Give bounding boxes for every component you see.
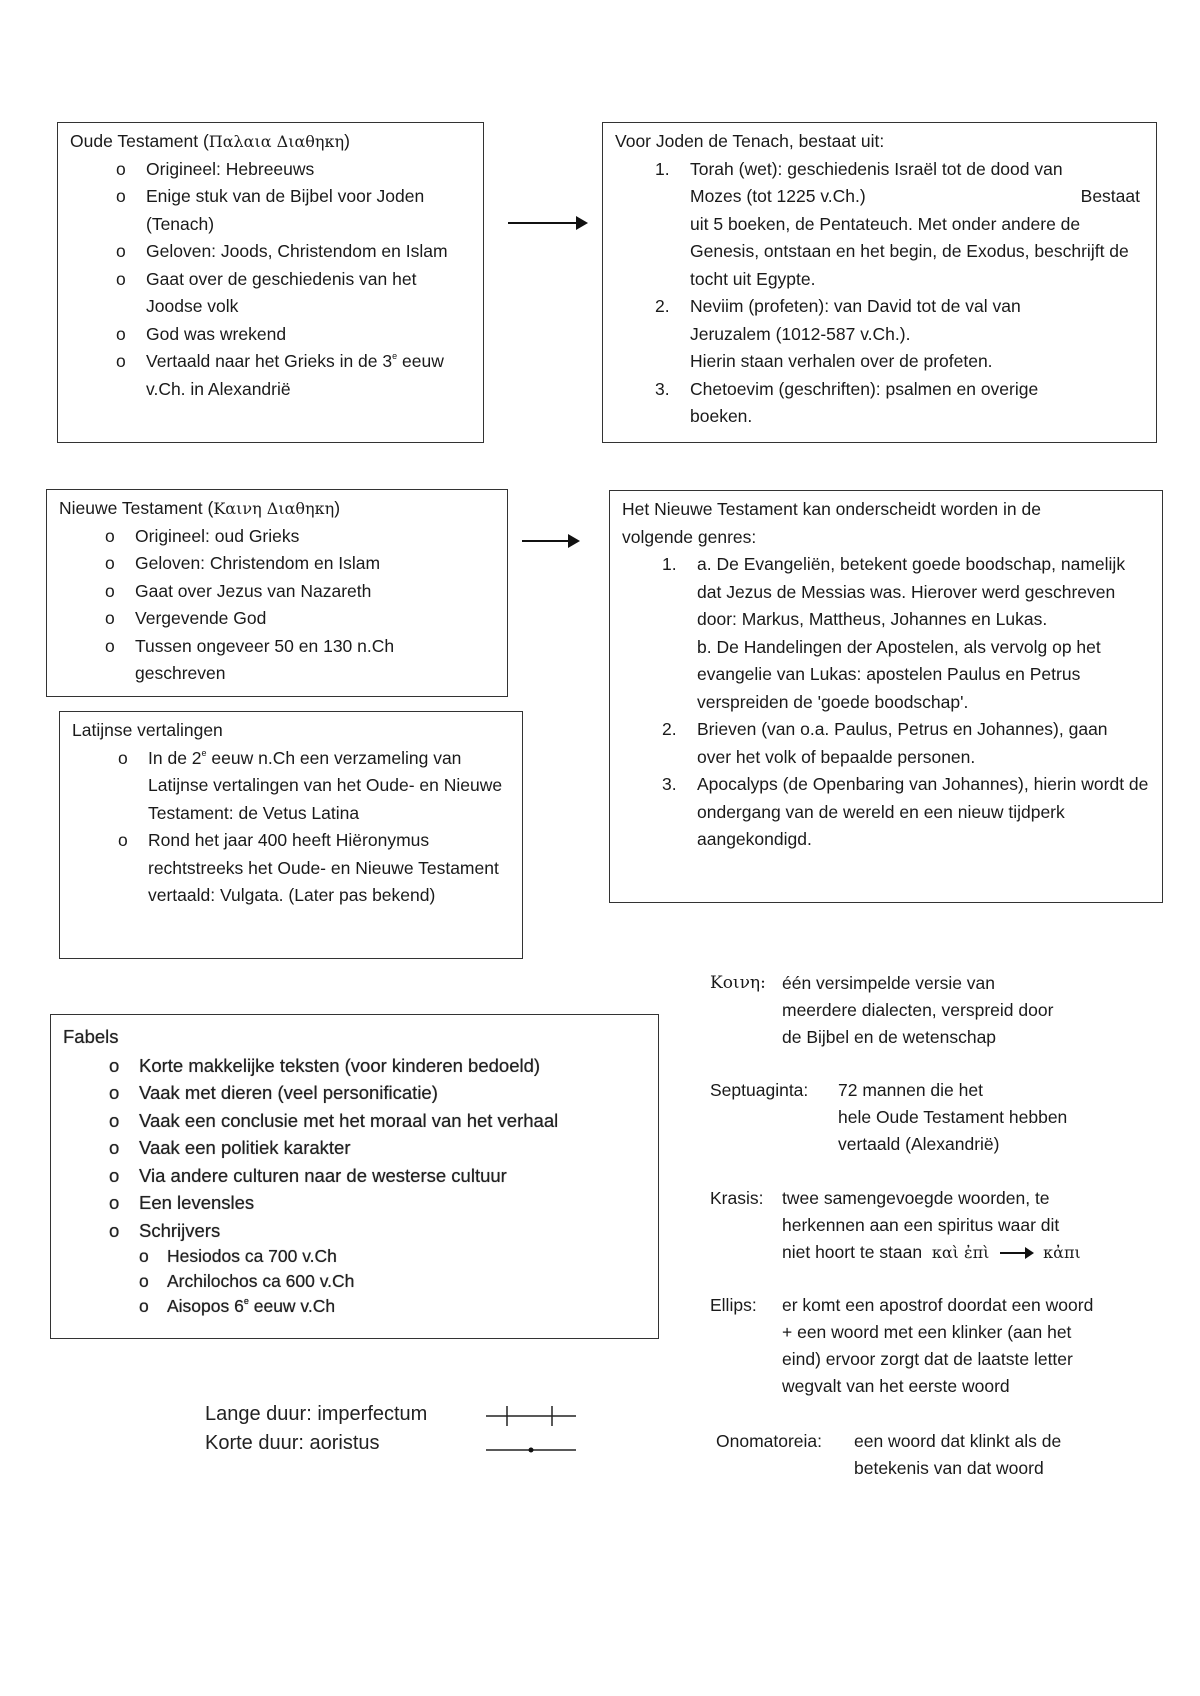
tenach-title: Voor Joden de Tenach, bestaat uit: — [615, 131, 885, 151]
item-text: Korte makkelijke teksten (voor kinderen bedoeld) — [139, 1054, 541, 1076]
number: 3. — [655, 378, 670, 399]
item-text: Vaak een politiek karakter — [139, 1137, 351, 1158]
bullet: o — [105, 635, 115, 656]
line: de Bijbel en de wetenschap — [782, 1027, 997, 1047]
list-item — [70, 348, 471, 403]
bullet: o — [118, 747, 128, 768]
line: twee samengevoegde woorden, te — [782, 1188, 1050, 1208]
genres-title: Het Nieuwe Testament kan onderscheidt worden in de volgende genres: — [622, 499, 1041, 547]
item-text: Origineel: Hebreeuws — [146, 158, 315, 179]
list-item — [622, 771, 1150, 854]
genres-box — [609, 490, 1163, 903]
superscript: e — [201, 747, 207, 758]
arrow-right-icon — [522, 540, 578, 542]
genres-list — [622, 551, 1150, 854]
item-text: Rond het jaar 400 heeft Hiëronymus rechtstreeks het Oude- en Nieuwe Testament vertaald: Vulgata. (Later pas bekend) — [148, 830, 499, 905]
list-item — [59, 605, 495, 633]
bullet: o — [109, 1109, 120, 1131]
item-text: Bestaat — [1080, 186, 1140, 206]
definition-text — [782, 1185, 1081, 1266]
old-testament-title — [70, 128, 471, 156]
line: er komt een apostrof doordat een woord — [782, 1295, 1094, 1315]
bullet: o — [116, 186, 126, 206]
item-text: Mozes (tot 1225 v.Ch.) — [690, 186, 866, 206]
bullet: o — [109, 1137, 120, 1158]
item-text: Tussen ongeveer 50 en 130 n.Ch geschreven — [135, 635, 395, 683]
bullet: o — [139, 1271, 149, 1291]
item-text: Enige stuk van de Bijbel voor Joden (Tenach) — [146, 186, 425, 234]
definition-text — [782, 1292, 1093, 1400]
number: 1. — [655, 158, 670, 179]
list-item — [72, 827, 510, 910]
greek-example: κἀπι — [1043, 1243, 1081, 1262]
title-close: ) — [334, 498, 341, 518]
list-item — [63, 1294, 646, 1319]
list-item — [70, 156, 471, 184]
item-text: a. De Evangeliën, betekent goede boodschap, namelijk dat Jezus de Messias was. Hierover werd geschreven door: Markus, Mattheus, Johannes en Lukas. — [697, 554, 1126, 629]
number: 3. — [662, 774, 677, 794]
title-text: Nieuwe Testament ( — [59, 498, 214, 518]
latin-list — [72, 745, 510, 910]
list-item — [70, 266, 471, 321]
bullet: o — [105, 553, 115, 573]
arrow-right-icon — [508, 222, 586, 224]
superscript: e — [243, 1296, 249, 1306]
definition-term: Krasis: — [710, 1188, 764, 1208]
definition-term: Ellips: — [710, 1295, 757, 1315]
item-text: Geloven: Joods, Christendom en Islam — [146, 241, 448, 261]
bullet: o — [116, 323, 126, 344]
item-text: Apocalyps (de Openbaring van Johannes), hierin wordt de ondergang van de wereld en een nieuw tijdperk aangekondigd. — [697, 774, 1149, 849]
item-text: Neviim (profeten): van David tot de val van Jeruzalem (1012-587 v.Ch.). — [690, 296, 1021, 344]
bullet: o — [116, 351, 126, 371]
line: een woord dat klinkt als de — [854, 1431, 1062, 1451]
list-item — [70, 238, 471, 266]
bullet: o — [139, 1246, 149, 1266]
list-item — [622, 716, 1150, 771]
list-item — [72, 745, 510, 828]
fables-box — [50, 1014, 659, 1339]
writers-list — [63, 1244, 646, 1319]
number: 2. — [655, 296, 670, 316]
item-text: God was wrekend — [146, 323, 287, 344]
list-item — [63, 1134, 646, 1162]
item-text: Gaat over Jezus van Nazareth — [135, 580, 372, 601]
number: 2. — [662, 719, 677, 739]
superscript: e — [392, 351, 398, 361]
line: + een woord met een klinker (aan het — [782, 1322, 1072, 1342]
list-item — [59, 550, 495, 578]
line: hele Oude Testament hebben — [838, 1107, 1068, 1127]
item-text: Origineel: oud Grieks — [135, 525, 300, 546]
line: betekenis van dat woord — [854, 1458, 1044, 1478]
item-text: Hierin staan verhalen over de profeten. — [690, 351, 993, 371]
latin-translations-box — [59, 711, 523, 959]
item-text: Hesiodos ca 700 v.Ch — [167, 1246, 337, 1266]
bullet: o — [118, 830, 128, 850]
bullet: o — [109, 1054, 120, 1076]
bullet: o — [105, 580, 115, 601]
list-item — [622, 551, 1150, 716]
aspect-legend — [205, 1400, 427, 1458]
item-text: In de 2 — [148, 747, 202, 768]
line: één versimpelde versie van — [782, 973, 996, 993]
fables-title: Fabels — [63, 1026, 119, 1047]
list-item — [63, 1162, 646, 1190]
list-item — [70, 321, 471, 349]
latin-title: Latijnse vertalingen — [72, 720, 223, 740]
item-text: eeuw v.Ch — [248, 1296, 336, 1316]
list-item — [70, 183, 471, 238]
list-item — [615, 293, 1144, 376]
old-testament-box — [57, 122, 484, 443]
item-text: Schrijvers — [139, 1219, 221, 1241]
arrow-right-icon — [1000, 1252, 1030, 1254]
tenach-box — [602, 122, 1157, 443]
item-text: Aisopos 6 — [167, 1296, 244, 1316]
definition-text — [782, 970, 1053, 1051]
list-item — [63, 1217, 646, 1245]
item-text: Vergevende God — [135, 608, 267, 628]
item-text: Een levensles — [139, 1192, 255, 1213]
item-text: Vertaald naar het Grieks in de 3 — [146, 351, 393, 371]
line: 72 mannen die het — [838, 1080, 983, 1100]
item-text: Via andere culturen naar de westerse cultuur — [139, 1164, 507, 1186]
bullet: o — [109, 1082, 120, 1103]
item-text: eeuw v.Ch. in Alexandrië — [146, 351, 444, 399]
bullet: o — [109, 1219, 120, 1241]
definition-text — [854, 1428, 1061, 1482]
definition-text — [838, 1077, 1067, 1158]
definition-term: Septuaginta: — [710, 1080, 809, 1100]
title-text: Oude Testament ( — [70, 131, 209, 151]
bullet: o — [105, 525, 115, 546]
list-item — [615, 156, 1144, 294]
new-testament-box — [46, 489, 508, 697]
line: vertaald (Alexandrië) — [838, 1134, 1000, 1154]
item-text: Archilochos ca 600 v.Ch — [167, 1271, 355, 1291]
list-item — [63, 1079, 646, 1107]
line-text: niet hoort te staan — [782, 1242, 923, 1262]
old-testament-list — [70, 156, 471, 404]
list-item — [59, 578, 495, 606]
greek-title: Καινη Διαθηκη — [213, 499, 335, 518]
greek-example: καὶ ἐπὶ — [931, 1243, 990, 1262]
item-text: Torah (wet): geschiedenis Israël tot de dood van — [690, 158, 1063, 179]
list-item — [63, 1269, 646, 1294]
imperfectum-timeline-icon — [484, 1402, 580, 1462]
item-text: eeuw n.Ch een verzameling van Latijnse vertalingen van het Oude- en Nieuwe Testament: de Vetus Latina — [148, 747, 503, 823]
list-item — [615, 376, 1144, 431]
line: wegvalt van het eerste woord — [782, 1376, 1010, 1396]
line: herkennen aan een spiritus waar dit — [782, 1215, 1060, 1235]
item-text: Vaak een conclusie met het moraal van het verhaal — [139, 1109, 559, 1131]
bullet: o — [109, 1164, 120, 1186]
fables-list — [63, 1052, 646, 1245]
line: eind) ervoor zorgt dat de laatste letter — [782, 1349, 1073, 1369]
line: meerdere dialecten, verspreid door — [782, 1000, 1054, 1020]
list-item — [63, 1107, 646, 1135]
new-testament-list — [59, 523, 495, 688]
item-text: Gaat over de geschiedenis van het Joodse volk — [146, 268, 417, 316]
item-text: Chetoevim (geschriften): psalmen en overige boeken. — [690, 378, 1039, 426]
bullet: o — [139, 1296, 149, 1316]
title-close: ) — [344, 131, 350, 151]
tenach-list — [615, 156, 1144, 431]
list-item — [59, 523, 495, 551]
list-item — [63, 1052, 646, 1080]
list-item — [63, 1244, 646, 1269]
definition-term: Κοινη: — [710, 973, 766, 993]
item-text: Vaak met dieren (veel personificatie) — [139, 1082, 438, 1103]
item-text: Geloven: Christendom en Islam — [135, 553, 381, 573]
short-duration-label: Korte duur: aoristus — [205, 1432, 380, 1454]
list-item — [63, 1189, 646, 1217]
long-duration-label: Lange duur: imperfectum — [205, 1403, 428, 1425]
greek-title: Παλαια Διαθηκη — [208, 132, 345, 151]
list-item — [59, 633, 495, 688]
item-text: b. De Handelingen der Apostelen, als vervolg op het evangelie van Lukas: apostelen Paulus en Petrus verspreiden de 'goede boodschap'. — [697, 636, 1101, 712]
bullet: o — [116, 241, 126, 261]
bullet: o — [116, 268, 126, 289]
definition-term: Onomatoreia: — [716, 1431, 823, 1451]
item-line — [690, 183, 1144, 211]
bullet: o — [116, 158, 126, 179]
new-testament-title — [59, 495, 495, 523]
item-text: uit 5 boeken, de Pentateuch. Met onder andere de Genesis, ontstaan en het begin, de Exodus, beschrijft de tocht uit Egypte. — [690, 213, 1129, 289]
line — [782, 1239, 1081, 1266]
bullet: o — [105, 608, 115, 628]
bullet: o — [109, 1192, 120, 1213]
item-text: Brieven (van o.a. Paulus, Petrus en Johannes), gaan over het volk of bepaalde personen. — [697, 719, 1108, 767]
number: 1. — [662, 554, 677, 574]
